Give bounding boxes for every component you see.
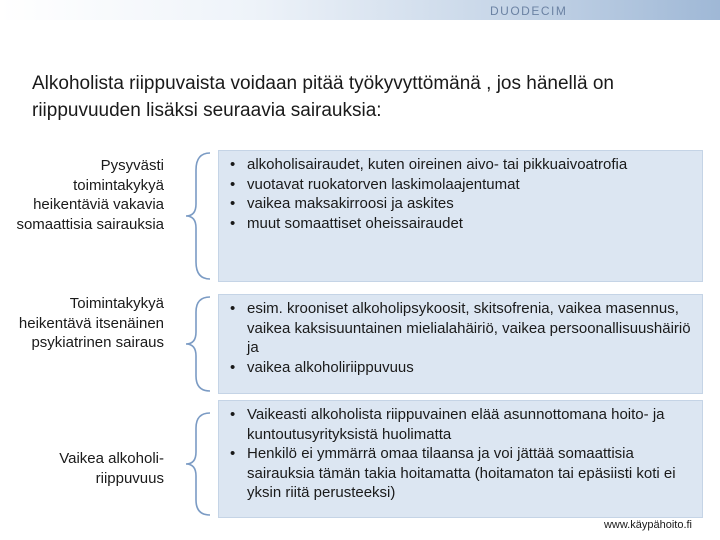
list-item: • Vaikeasti alkoholista riippuvainen elää asunnottomana hoito- ja kuntoutusyrityksistä huolimatta <box>229 405 694 444</box>
list-item: • vuotavat ruokatorven laskimolaajentumat <box>229 175 694 195</box>
row-label-severe-dependency: Vaikea alkoholi-riippuvuus <box>59 450 164 487</box>
list-item: • muut somaattiset oheissairaudet <box>229 214 694 234</box>
duodecim-logo: DUODECIM <box>490 4 568 18</box>
row-label-somatic: Pysyvästi toimintakykyä heikentäviä vakavia somaattisia sairauksia <box>16 157 164 233</box>
row-label-psychiatric: Toimintakykyä heikentävä itsenäinen psykiatrinen sairaus <box>18 295 164 351</box>
slide-title: Alkoholista riippuvaista voidaan pitää työkyvyttömänä , jos hänellä on riippuvuuden lisäksi seuraavia sairauksia: <box>32 73 614 121</box>
bullet-box-severe-dependency <box>218 400 703 518</box>
bullet-box-somatic <box>218 150 703 282</box>
list-item: • alkoholisairaudet, kuten oireinen aivo- tai pikkuaivoatrofia <box>229 155 694 175</box>
brace-icon <box>182 410 216 518</box>
footer-website-link[interactable]: www.käypähoito.fi <box>603 519 692 531</box>
brace-icon <box>182 294 216 394</box>
list-item: • vaikea maksakirroosi ja askites <box>229 194 694 214</box>
brace-icon <box>182 150 216 282</box>
list-item: • Henkilö ei ymmärrä omaa tilaansa ja voi jättää somaattisia sairauksia tämän takia hoitamatta (hoitamaton tai epäsiisti koti ei yksin riitä perusteeksi) <box>229 444 694 503</box>
header-bar <box>0 0 720 20</box>
list-item: • esim. krooniset alkoholipsykoosit, skitsofrenia, vaikea masennus, vaikea kaksisuuntainen mielialahäiriö, vaikea persoonallisuushäiriö ja <box>229 299 694 358</box>
list-item: • vaikea alkoholiriippuvuus <box>229 358 694 378</box>
bullet-box-psychiatric <box>218 294 703 394</box>
